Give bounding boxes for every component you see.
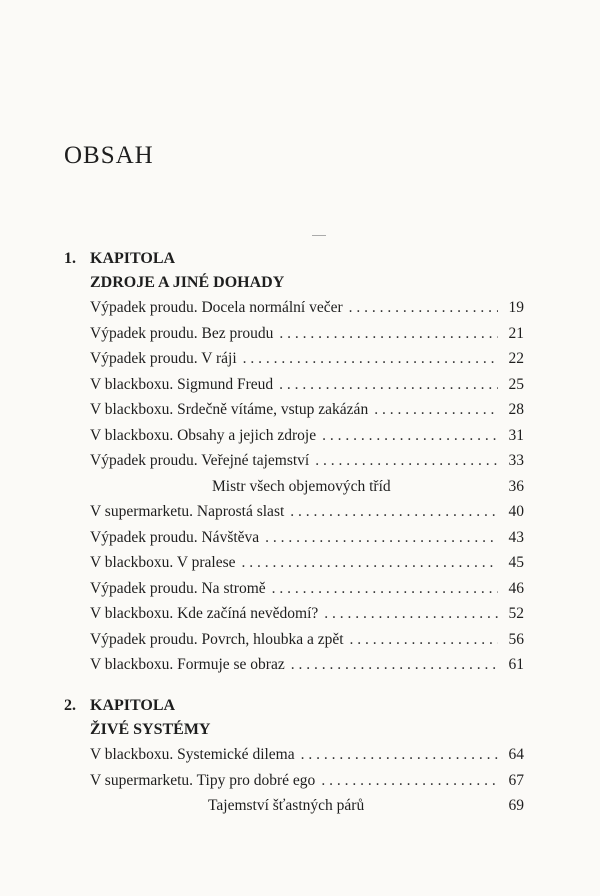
chapter-subtitle: ZDROJE A JINÉ DOHADY [90, 274, 285, 291]
toc-entry[interactable] [90, 768, 524, 794]
chapter-heading [64, 247, 524, 271]
entry-page: 64 [508, 746, 524, 763]
entry-page: 67 [508, 771, 524, 789]
entry-title: Tajemství šťastných párů [208, 797, 365, 814]
toc-entry[interactable] [90, 576, 524, 602]
toc-entry[interactable] [90, 499, 524, 525]
dot-leader [350, 627, 498, 653]
toc-entry[interactable] [90, 742, 524, 768]
dot-leader [265, 525, 498, 551]
dot-leader [279, 372, 498, 398]
toc-entry-list [64, 742, 524, 819]
toc-entry[interactable] [90, 793, 524, 819]
toc-entry[interactable] [90, 550, 524, 576]
chapter-label: KAPITOLA [90, 697, 176, 714]
dot-leader [242, 550, 498, 576]
entry-title: Výpadek proudu. Bez proudu [90, 324, 274, 342]
entry-title: V blackboxu. Formuje se obraz [90, 656, 285, 673]
entry-page: 19 [508, 299, 524, 316]
chapter-subtitle: ŽIVÉ SYSTÉMY [90, 721, 211, 738]
chapter-label: KAPITOLA [90, 250, 176, 267]
entry-page: 43 [508, 528, 524, 546]
entry-page: 61 [508, 656, 524, 673]
chapter-1 [64, 247, 524, 678]
entry-title: V blackboxu. Obsahy a jejich zdroje [90, 426, 317, 444]
entry-title: V supermarketu. Tipy pro dobré ego [90, 771, 316, 789]
toc-entry[interactable] [90, 295, 524, 321]
toc-entry[interactable] [90, 372, 524, 398]
entry-title: V blackboxu. Sigmund Freud [90, 375, 274, 393]
toc-entry[interactable] [90, 601, 524, 627]
dot-leader [279, 321, 498, 347]
toc-entry-list [64, 295, 524, 678]
entry-page: 31 [508, 426, 524, 444]
paper-fleck [312, 235, 326, 236]
toc-entry[interactable] [90, 652, 524, 678]
dot-leader [322, 423, 498, 449]
dot-leader [291, 652, 498, 678]
entry-page: 56 [508, 630, 524, 648]
chapter-number: 1. [64, 250, 76, 267]
entry-page: 46 [508, 579, 524, 597]
entry-page: 69 [508, 797, 524, 814]
toc-entry[interactable] [90, 448, 524, 474]
dot-leader [315, 448, 498, 474]
page-title: OBSAH [64, 142, 154, 169]
entry-title: V blackboxu. Systemické dilema [90, 746, 295, 763]
toc-entry[interactable] [90, 474, 524, 500]
dot-leader [243, 346, 498, 372]
entry-title: V blackboxu. Srdečně vítáme, vstup zakázán [90, 401, 369, 418]
dot-leader [349, 295, 498, 321]
entry-title: Výpadek proudu. Povrch, hloubka a zpět [90, 630, 344, 648]
entry-page: 22 [508, 350, 524, 367]
entry-title: Výpadek proudu. Docela normální večer [90, 299, 343, 316]
entry-title: Výpadek proudu. Na stromě [90, 579, 266, 597]
entry-title: V supermarketu. Naprostá slast [90, 503, 285, 520]
toc-entry[interactable] [90, 525, 524, 551]
entry-page: 45 [508, 554, 524, 571]
toc-entry[interactable] [90, 423, 524, 449]
dot-leader [324, 601, 498, 627]
dot-leader [321, 768, 498, 794]
entry-page: 52 [508, 605, 524, 622]
entry-title: Výpadek proudu. Návštěva [90, 528, 260, 546]
chapter-2 [64, 694, 524, 819]
toc-entry[interactable] [90, 321, 524, 347]
dot-leader [374, 397, 498, 423]
dot-leader [290, 499, 498, 525]
dot-leader [272, 576, 498, 602]
entry-page: 33 [508, 452, 524, 469]
entry-page: 40 [508, 503, 524, 520]
entry-title: V blackboxu. Kde začíná nevědomí? [90, 605, 319, 622]
toc-entry[interactable] [90, 627, 524, 653]
entry-title: V blackboxu. V pralese [90, 554, 236, 571]
entry-page: 25 [508, 375, 524, 393]
chapter-number: 2. [64, 697, 76, 714]
entry-page: 28 [508, 401, 524, 418]
dot-leader [301, 742, 498, 768]
entry-page: 21 [508, 324, 524, 342]
toc-entry[interactable] [90, 346, 524, 372]
entry-page: 36 [508, 477, 524, 495]
chapter-heading [64, 694, 524, 718]
toc-entry[interactable] [90, 397, 524, 423]
entry-title: Mistr všech objemových tříd [212, 477, 391, 495]
entry-title: Výpadek proudu. Veřejné tajemství [90, 452, 310, 469]
entry-title: Výpadek proudu. V ráji [90, 350, 237, 367]
